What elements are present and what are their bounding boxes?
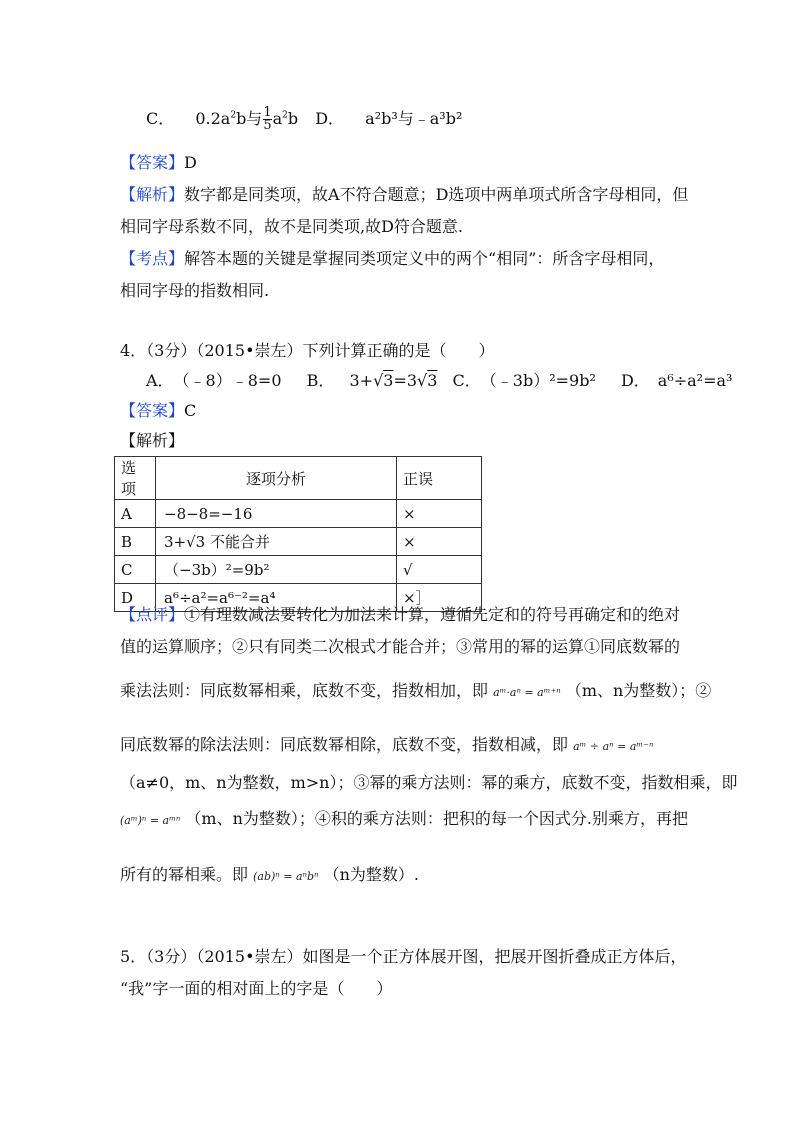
q4-stem: 4．（3分）（2015•崇左）下列计算正确的是（ ） xyxy=(120,341,495,360)
q4-option-c: C． （﹣3b）²=9b² xyxy=(452,371,596,390)
q3-point-line1: 【考点】解答本题的关键是掌握同类项定义中的两个“相同”：所含字母相同， xyxy=(120,249,665,268)
q4-answer xyxy=(120,398,196,421)
answer-value: D xyxy=(184,153,197,172)
q4-comment-line5: （a≠0，m、n为整数，m>n）；③幂的乘方法则：幂的乘方，底数不变，指数相乘，即 xyxy=(120,773,738,792)
table-row: C （−3b）²=9b² √ xyxy=(115,556,482,584)
q5-stem-line1: 5．（3分）（2015•崇左）如图是一个正方体展开图，把展开图折叠成正方体后， xyxy=(120,947,687,966)
table-row: B 3+√3 不能合并 × xyxy=(115,528,482,556)
header-detail: 逐项分析 xyxy=(156,457,397,500)
q3-option-d-text: a²b³与﹣a³b² xyxy=(365,109,463,128)
q4-comment-line2: 值的运算顺序；②只有同类二次根式才能合并；③常用的幂的运算①同底数幂的 xyxy=(120,637,681,656)
q4-analysis-heading: 【解析】 xyxy=(120,431,185,450)
q4-option-b-label: B． xyxy=(306,371,335,390)
q3-option-c-text-d: b xyxy=(287,109,299,128)
q4-comment-line6: (aᵐ)ⁿ = aᵐⁿ （m、n为整数）；④积的乘方法则：把积的每一个因式分.别乘方，再把 xyxy=(120,809,688,828)
fraction-one-fifth: $\frac{1}{5}$ xyxy=(263,105,272,133)
table-row: A −8−8=−16 × xyxy=(115,500,482,528)
point-tag: 【考点】 xyxy=(120,249,185,268)
sqrt-symbol: √ xyxy=(373,371,384,390)
q4-comment-line7: 所有的幂相乘。即 (ab)ⁿ = aⁿbⁿ （n为整数）. xyxy=(120,865,419,884)
q4-comment-line1: 【点评】①有理数减法要转化为加法来计算，遵循先定和的符号再确定和的绝对 xyxy=(120,605,681,624)
comment-tag: 【点评】 xyxy=(120,605,185,624)
table-row: D a⁶÷a²=a⁶⁻²=a⁴ ×］ xyxy=(115,584,482,612)
analysis-table xyxy=(114,456,482,612)
analysis-tag: 【解析】 xyxy=(120,185,185,204)
q3-analysis-line1: 【解析】数字都是同类项，故A不符合题意；D选项中两单项式所含字母相同，但 xyxy=(120,185,689,204)
formula-power: (aᵐ)ⁿ = aᵐⁿ xyxy=(120,814,181,827)
q4-comment-line3: 乘法法则：同底数幂相乘，底数不变，指数相加，即 aᵐ·aⁿ = aᵐ⁺ⁿ （m、n为整数）；② xyxy=(120,681,712,700)
q3-analysis-line2: 相同字母系数不同，故不是同类项,故D符合题意. xyxy=(120,217,464,236)
q3-option-d-label: D． xyxy=(315,109,345,128)
formula-product-power: (ab)ⁿ = aⁿbⁿ xyxy=(253,870,319,883)
q4-option-a: A． （﹣8）﹣8=0 xyxy=(146,371,282,390)
q3-answer xyxy=(120,150,197,173)
answer-tag: 【答案】 xyxy=(120,153,185,172)
header-option: 选项 xyxy=(115,457,156,500)
q5-stem-line2: “我”字一面的相对面上的字是（ ） xyxy=(120,979,393,998)
q3-option-c-label: C． xyxy=(146,109,175,128)
table-header-row xyxy=(115,457,482,500)
answer-value: C xyxy=(184,401,197,420)
q4-options: A． （﹣8）﹣8=0 B． 3+√3=3√3 C． （﹣3b）²=9b² D． a⁶÷a²=a³ xyxy=(146,371,733,390)
q3-option-c-text-c: a xyxy=(272,109,283,128)
q3-option-c-text-a: 0.2a xyxy=(195,109,231,128)
q4-comment-line4: 同底数幂的除法法则：同底数幂相除，底数不变，指数相减，即 aᵐ ÷ aⁿ = aᵐ⁻ⁿ xyxy=(120,735,654,754)
q3-option-c-d: C． $0.2a^2b$与 $\frac{1}{5}$ $a^2b$ D． a²b³与﹣a³b² xyxy=(146,105,463,133)
formula-division: aᵐ ÷ aⁿ = aᵐ⁻ⁿ xyxy=(573,740,654,753)
q3-option-c-text-b: b与 xyxy=(236,109,263,128)
sqrt-symbol: √ xyxy=(417,371,428,390)
formula-multiplication: aᵐ·aⁿ = aᵐ⁺ⁿ xyxy=(493,686,561,699)
q3-point-line2: 相同字母的指数相同. xyxy=(120,281,270,300)
q4-option-d: D． a⁶÷a²=a³ xyxy=(620,371,733,390)
answer-tag: 【答案】 xyxy=(120,401,185,420)
header-result: 正误 xyxy=(397,457,482,500)
